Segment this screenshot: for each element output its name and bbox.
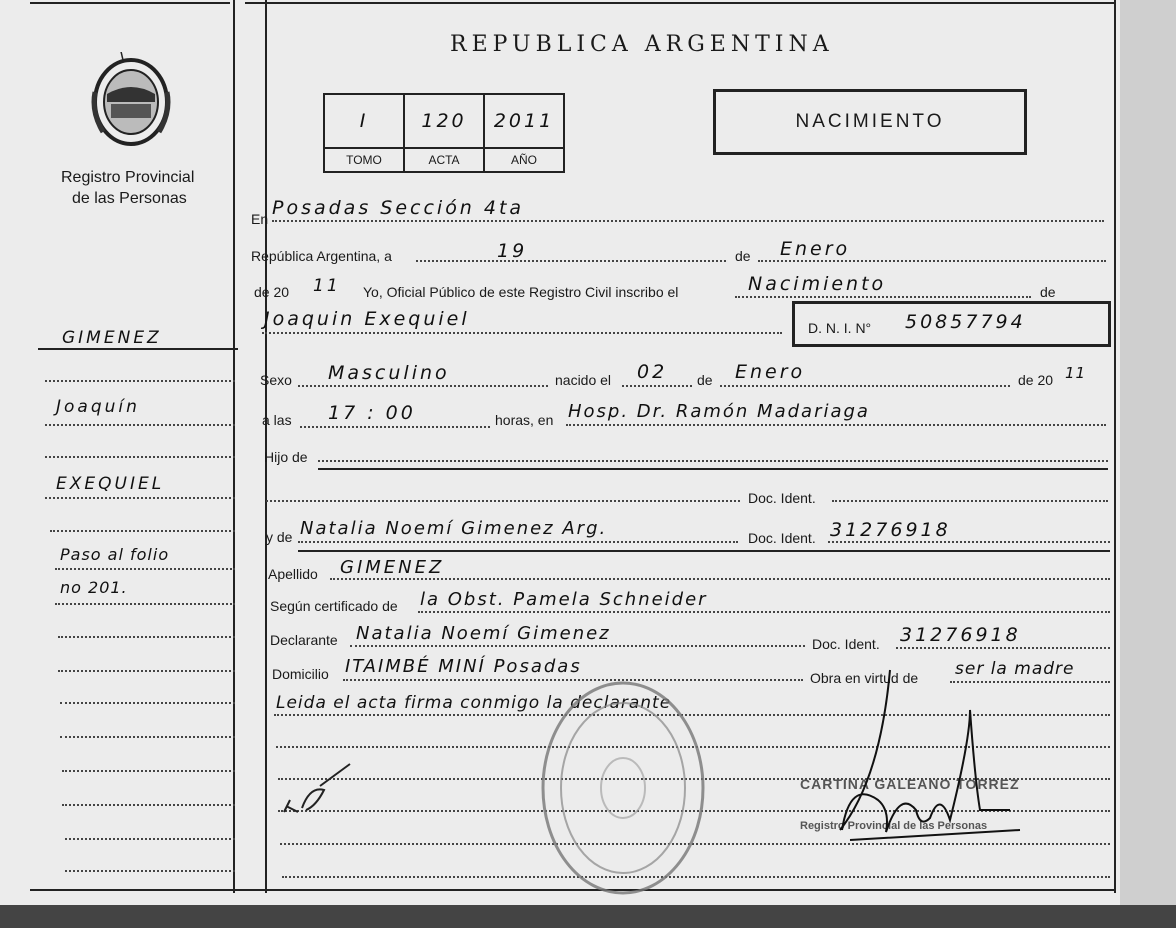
sidebar-rule [62, 770, 235, 772]
mother-value: Natalia Noemí Gimenez Arg. [300, 518, 608, 539]
obra-value: ser la madre [955, 659, 1075, 679]
year-value: 11 [313, 276, 341, 296]
certificado-line [418, 611, 1110, 613]
acta-value: 120 [421, 110, 467, 132]
sidebar-second-name: EXEQUIEL [56, 474, 165, 494]
sidebar-rule [45, 424, 235, 426]
name-line [262, 332, 782, 334]
sexo-line [298, 385, 548, 387]
yde-label: y de [266, 529, 293, 545]
declarante-label: Declarante [270, 632, 338, 648]
doc-ident-label-3: Doc. Ident. [812, 636, 880, 652]
obra-label: Obra en virtud de [810, 670, 919, 686]
sidebar-divider-left [233, 0, 235, 893]
name-value: Joaquin Exequiel [264, 308, 470, 330]
sidebar-rule [60, 702, 235, 704]
sidebar-first-name: Joaquín [56, 397, 140, 417]
birth-day-value: 02 [637, 361, 668, 383]
birth-year-value: 11 [1065, 364, 1087, 382]
birth-day-line [622, 385, 692, 387]
sidebar-note-line2: no 201. [60, 578, 128, 597]
declarant-mark-icon [280, 762, 354, 818]
dni-value: 50857794 [905, 311, 1026, 333]
sidebar-rule [45, 456, 235, 458]
sidebar-rule [55, 603, 235, 605]
act-type-label: NACIMIENTO [795, 111, 945, 132]
sidebar-surname-rule [38, 348, 238, 350]
domicilio-value: ITAIMBÉ MINÍ Posadas [345, 656, 582, 677]
en-line [272, 220, 1104, 222]
page-bottom-shadow [0, 905, 1176, 928]
apellido-value: GIMENEZ [340, 557, 445, 578]
mother-underline [298, 550, 1110, 552]
certificado-label: Según certificado de [270, 598, 398, 614]
en-label: En [251, 211, 269, 227]
civil-registry-stamp-icon [538, 678, 708, 898]
sidebar-note-line1: Paso al folio [60, 545, 170, 564]
sexo-label: Sexo [260, 372, 292, 388]
de-label: de [735, 248, 751, 264]
de-label-2: de [1040, 284, 1056, 300]
place-line [566, 424, 1106, 426]
act-type-box [713, 89, 1027, 155]
birth-month-value: Enero [735, 361, 806, 383]
declarante-doc-value: 31276918 [900, 624, 1021, 646]
sidebar-rule [50, 530, 235, 532]
sidebar-rule [58, 636, 235, 638]
sidebar-surname: GIMENEZ [62, 328, 162, 348]
year-label-2: de 20 [1018, 372, 1054, 388]
day-line [416, 260, 726, 262]
registry-name-line1: Registro Provincial [61, 169, 195, 186]
right-border [1114, 0, 1116, 893]
inscribo-label: Yo, Oficial Público de este Registro Civil inscribo el [363, 284, 679, 300]
sidebar-rule [62, 804, 235, 806]
sidebar-rule [60, 736, 235, 738]
sidebar-divider-right [265, 0, 267, 893]
birth-month-line [720, 385, 1010, 387]
page-edge [1120, 0, 1176, 928]
declarante-doc-line [896, 647, 1110, 649]
certificado-value: la Obst. Pamela Schneider [420, 589, 708, 610]
tomo-label: TOMO [324, 148, 404, 172]
hijo-line-2 [318, 468, 1108, 470]
hora-line [300, 426, 490, 428]
acta-label: ACTA [404, 148, 484, 172]
officer-name: CARTINA GALEANO TORREZ [800, 776, 1020, 792]
mother-doc-value: 31276918 [830, 519, 951, 541]
horas-label: horas, en [495, 412, 554, 428]
sidebar-rule [58, 670, 235, 672]
anio-label: AÑO [484, 148, 564, 172]
mother-doc-line [828, 541, 1110, 543]
document-title: REPUBLICA ARGENTINA [450, 32, 834, 57]
leida-value: Leida el acta firma conmigo la declarante [276, 693, 672, 713]
de-label-3: de [697, 372, 713, 388]
officer-signature-icon [820, 660, 1030, 860]
sidebar-rule [65, 838, 235, 840]
year-prefix-label: de 20 [254, 284, 290, 300]
top-rule-main [245, 2, 1115, 4]
apellido-line [330, 578, 1110, 580]
doc-ident-label-2: Doc. Ident. [748, 530, 816, 546]
doc-ident-label: Doc. Ident. [748, 490, 816, 506]
inscribo-line [735, 296, 1031, 298]
apellido-label: Apellido [268, 566, 318, 582]
declarante-value: Natalia Noemí Gimenez [356, 623, 611, 644]
inscribo-value: Nacimiento [748, 273, 887, 295]
en-value: Posadas Sección 4ta [272, 197, 525, 219]
officer-office: Registro Provincial de las Personas [800, 820, 988, 832]
sidebar-rule [45, 497, 235, 499]
sidebar-rule [55, 568, 235, 570]
sidebar-rule [45, 380, 235, 382]
month-line [758, 260, 1106, 262]
month-value: Enero [780, 238, 851, 260]
father-doc-line [832, 500, 1108, 502]
sexo-value: Masculino [328, 362, 450, 384]
nacido-label: nacido el [555, 372, 612, 388]
hora-value: 17 : 00 [328, 402, 416, 424]
mother-line [298, 541, 738, 543]
record-box [323, 93, 565, 173]
registry-name-line2: de las Personas [72, 190, 187, 207]
domicilio-label: Domicilio [272, 666, 329, 682]
day-value: 19 [497, 240, 528, 262]
hijo-label: Hijo de [264, 449, 308, 465]
republica-label: República Argentina, a [251, 248, 392, 264]
alas-label: a las [262, 412, 292, 428]
top-rule-left [30, 2, 230, 4]
dni-label: D. N. I. N° [808, 320, 872, 336]
anio-value: 2011 [493, 110, 555, 132]
hijo-line [318, 460, 1108, 462]
tomo-value: I [359, 110, 369, 132]
declarante-line [350, 645, 805, 647]
father-line [266, 500, 740, 502]
place-value: Hosp. Dr. Ramón Madariaga [568, 401, 870, 422]
sidebar-rule [65, 870, 235, 872]
provincial-seal-icon [85, 52, 177, 148]
